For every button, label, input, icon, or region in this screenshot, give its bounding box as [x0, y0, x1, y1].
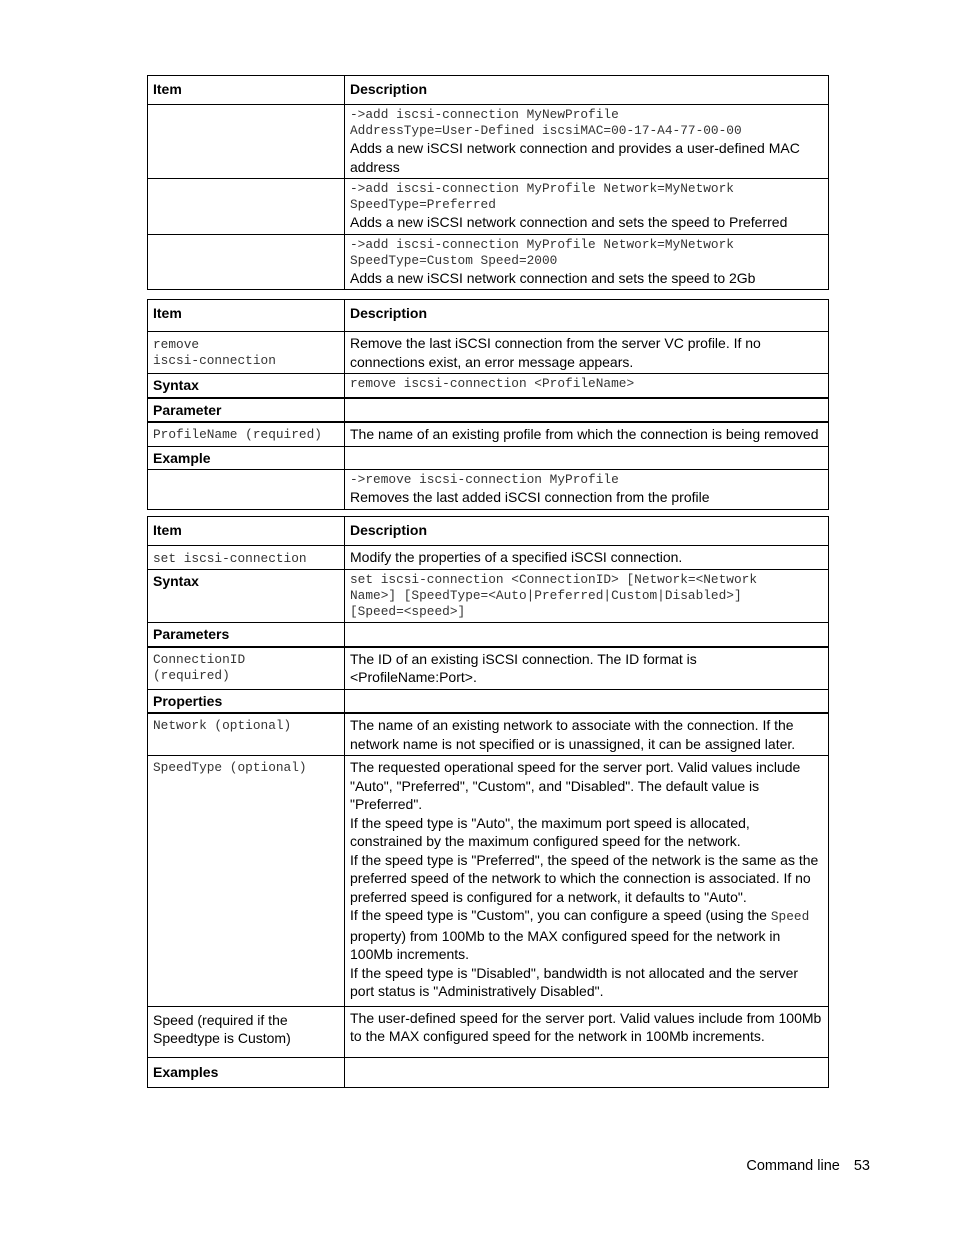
command-name: remove — [153, 337, 200, 352]
property-description — [345, 756, 829, 1007]
param-name: ProfileName (required) — [153, 427, 322, 442]
table-row — [148, 422, 829, 446]
parameter-label: Parameter — [148, 398, 345, 423]
empty-cell — [345, 446, 829, 470]
speedtype-text: If the speed type is "Custom", you can configure a speed (using the — [350, 907, 771, 923]
example-cell — [345, 470, 829, 510]
page-number: 53 — [853, 1158, 870, 1174]
table-row — [148, 234, 829, 290]
example-description: Removes the last added iSCSI connection from the profile — [350, 489, 710, 505]
empty-cell — [345, 398, 829, 423]
property-name: Speed (required if the Speedtype is Custom) — [148, 1006, 345, 1057]
description-cell — [345, 234, 829, 290]
description-cell — [345, 179, 829, 235]
syntax-label: Syntax — [148, 374, 345, 398]
table-row — [148, 179, 829, 235]
speedtype-paragraph: If the speed type is "Preferred", the speed of the network is the same as the preferred speed of the network to which the connection is associated. If no preferred speed is configured for a network, it defaults to "Auto". — [350, 851, 819, 905]
table-row — [148, 623, 829, 647]
table-row — [148, 1006, 829, 1057]
item-cell — [148, 179, 345, 235]
empty-cell — [148, 470, 345, 510]
table-row — [148, 546, 829, 570]
header-item: Item — [148, 76, 345, 105]
property-name: SpeedType (optional) — [153, 760, 307, 775]
table-row — [148, 105, 829, 179]
speedtype-text: property) from 100Mb to the MAX configured speed for the network in 100Mb increments. — [350, 927, 781, 962]
table-row — [148, 446, 829, 470]
syntax-text: set iscsi-connection <ConnectionID> [Network=<Network — [350, 572, 758, 587]
param-name-cell — [148, 647, 345, 690]
add-examples-table — [147, 75, 829, 290]
description-cell — [345, 105, 829, 179]
table-header — [148, 300, 829, 332]
example-label: Example — [148, 446, 345, 470]
command-line: SpeedType=Preferred — [350, 197, 496, 212]
set-iscsi-connection-table — [147, 516, 829, 1088]
description-text: Adds a new iSCSI network connection and sets the speed to Preferred — [350, 214, 788, 230]
param-description: The ID of an existing iSCSI connection. The ID format is <ProfileName:Port>. — [345, 647, 829, 690]
command-cell — [148, 546, 345, 570]
table-row — [148, 332, 829, 374]
page-footer — [732, 1158, 870, 1174]
speed-code: Speed — [770, 909, 810, 924]
command-line: SpeedType=Custom Speed=2000 — [350, 252, 558, 268]
table-row — [148, 398, 829, 423]
table-row — [148, 756, 829, 1007]
item-cell — [148, 105, 345, 179]
command-line: AddressType=User-Defined iscsiMAC=00-17-A4-77-00-00 — [350, 123, 742, 138]
command-name: set iscsi-connection — [153, 551, 307, 566]
property-description: The name of an existing network to associate with the connection. If the network name is not specified or is unassigned, it can be assigned later. — [345, 713, 829, 756]
footer-section: Command line — [746, 1158, 840, 1174]
syntax-text: remove iscsi-connection <ProfileName> — [350, 376, 635, 391]
property-name-cell — [148, 756, 345, 1007]
table-row — [148, 570, 829, 623]
item-cell — [148, 234, 345, 290]
param-name-cell — [148, 422, 345, 446]
table-row — [148, 689, 829, 713]
table-header — [148, 517, 829, 546]
header-description: Description — [345, 76, 829, 105]
description-text: Adds a new iSCSI network connection and provides a user-defined MAC address — [350, 140, 800, 175]
header-item: Item — [148, 517, 345, 546]
empty-cell — [345, 689, 829, 713]
param-name: (required) — [153, 667, 230, 683]
parameters-label: Parameters — [148, 623, 345, 647]
table-row — [148, 1057, 829, 1087]
table-row — [148, 374, 829, 398]
syntax-text: [Speed=<speed>] — [350, 604, 466, 619]
speedtype-paragraph: The requested operational speed for the server port. Valid values include "Auto", "Preferred", "Custom", and "Disabled". The default value is "Preferred". — [350, 759, 801, 812]
command-name: iscsi-connection — [153, 353, 276, 368]
header-item: Item — [148, 300, 345, 332]
header-description: Description — [345, 300, 829, 332]
param-description: The name of an existing profile from which the connection is being removed — [345, 422, 829, 446]
syntax-cell — [345, 570, 829, 623]
syntax-text: Name>] [SpeedType=<Auto|Preferred|Custom|Disabled>] — [350, 588, 742, 603]
description-text: Adds a new iSCSI network connection and sets the speed to 2Gb — [350, 269, 756, 286]
param-name: ConnectionID — [153, 651, 246, 667]
property-name: Network (optional) — [153, 718, 292, 733]
property-name-cell — [148, 713, 345, 756]
property-description: The user-defined speed for the server port. Valid values include from 100Mb to the MAX configured speed for the network in 100Mb increments. — [345, 1006, 829, 1057]
command-description: Modify the properties of a specified iSCSI connection. — [345, 546, 829, 570]
command-description: Remove the last iSCSI connection from the server VC profile. If no connections exist, an error message appears. — [345, 332, 829, 374]
table-row — [148, 647, 829, 690]
command-line: ->add iscsi-connection MyNewProfile — [350, 107, 619, 122]
properties-label: Properties — [148, 689, 345, 713]
empty-cell — [345, 1057, 829, 1087]
speedtype-paragraph: If the speed type is "Auto", the maximum port speed is allocated, constrained by the maximum configured speed for the network. — [350, 814, 750, 849]
syntax-label: Syntax — [148, 570, 345, 623]
table-row — [148, 713, 829, 756]
empty-cell — [345, 623, 829, 647]
command-line: ->add iscsi-connection MyProfile Network=MyNetwork — [350, 181, 734, 196]
table-header — [148, 76, 829, 105]
command-cell — [148, 332, 345, 374]
speedtype-paragraph — [350, 906, 823, 964]
remove-iscsi-connection-table — [147, 299, 829, 510]
syntax-cell — [345, 374, 829, 398]
speedtype-paragraph: If the speed type is "Disabled", bandwidth is not allocated and the server port status is "Administratively Disabled". — [350, 964, 799, 999]
examples-label: Examples — [148, 1057, 345, 1087]
command-line: ->add iscsi-connection MyProfile Network=MyNetwork — [350, 236, 734, 252]
table-row — [148, 470, 829, 510]
example-command: ->remove iscsi-connection MyProfile — [350, 472, 619, 487]
header-description: Description — [345, 517, 829, 546]
